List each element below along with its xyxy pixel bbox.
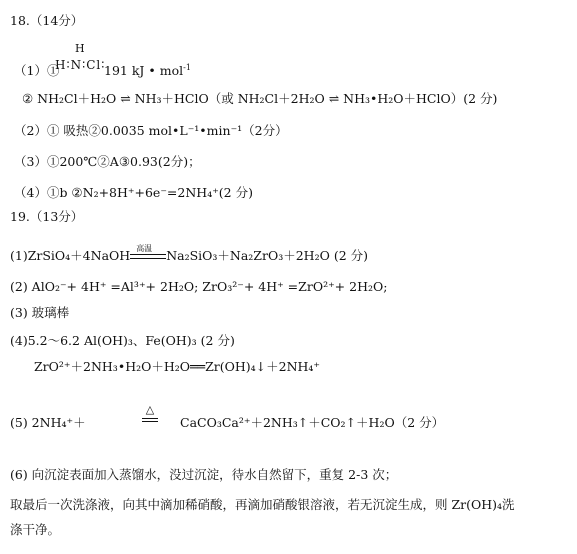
q19-line4b: ZrO²⁺＋2NH₃•H₂O＋H₂O══Zr(OH)₄↓＋2NH₄⁺ (34, 359, 321, 374)
reaction-condition: 高温 (136, 243, 153, 253)
q19-line1-left: (1)ZrSiO₄＋4NaOH (10, 248, 131, 263)
q19-line4: (4)5.2～6.2 Al(OH)₃、Fe(OH)₃ (2 分) (10, 333, 235, 348)
q19-line5-left: (5) 2NH₄⁺＋ (10, 415, 86, 430)
heat-equals-sign (140, 405, 160, 422)
q19-header: 19.（13分） (10, 209, 84, 224)
lewis-hydrogen: H (75, 42, 85, 55)
q18-part3: （3）①200℃②A③0.93(2分)； (14, 154, 201, 169)
q19-line7: 取最后一次洗涤液，向其中滴加稀硝酸，再滴加硝酸银溶液，若无沉淀生成，则 Zr(OH)₄洗 (10, 497, 515, 512)
q19-line6: (6) 向沉淀表面加入蒸馏水，没过沉淀，待水自然留下，重复 2-3 次； (10, 467, 398, 482)
q19-line5-right: CaCO₃Ca²⁺＋2NH₃↑＋CO₂↑＋H₂O（2 分） (180, 415, 445, 430)
lewis-structure (55, 42, 106, 76)
bond-energy-value: 191 kJ • mol (104, 63, 184, 78)
q19-line1-right: Na₂SiO₃＋Na₂ZrO₃＋2H₂O (2 分) (166, 248, 368, 263)
lewis-row: H∶N∶Cl∶ (55, 58, 106, 72)
heat-symbol: △ (145, 403, 155, 416)
q19-line1 (10, 243, 368, 265)
q18-part1-prefix: （1）① (14, 63, 60, 78)
high-temp-equals-sign (130, 243, 166, 262)
q18-part2: （2）① 吸热②0.0035 mol•L⁻¹•min⁻¹（2分） (14, 123, 288, 138)
q18-header: 18.（14分） (10, 13, 84, 28)
bond-energy-unit-exponent: -1 (183, 62, 191, 72)
q18-part1-value (104, 62, 191, 80)
q18-part4: （4）①b ②N₂+8H⁺+6e⁻=2NH₄⁺(2 分) (14, 185, 253, 200)
q19-line3: (3) 玻璃棒 (10, 305, 70, 320)
q19-line8: 涤干净。 (10, 522, 61, 537)
q19-line2: (2) AlO₂⁻+ 4H⁺ =Al³⁺+ 2H₂O; ZrO₃²⁻+ 4H⁺ =ZrO²⁺+ 2H₂O; (10, 279, 388, 294)
q18-part1b: ② NH₂Cl＋H₂O ⇌ NH₃＋HClO（或 NH₂Cl＋2H₂O ⇌ NH₃•H₂O＋HClO）(2 分) (22, 91, 498, 106)
